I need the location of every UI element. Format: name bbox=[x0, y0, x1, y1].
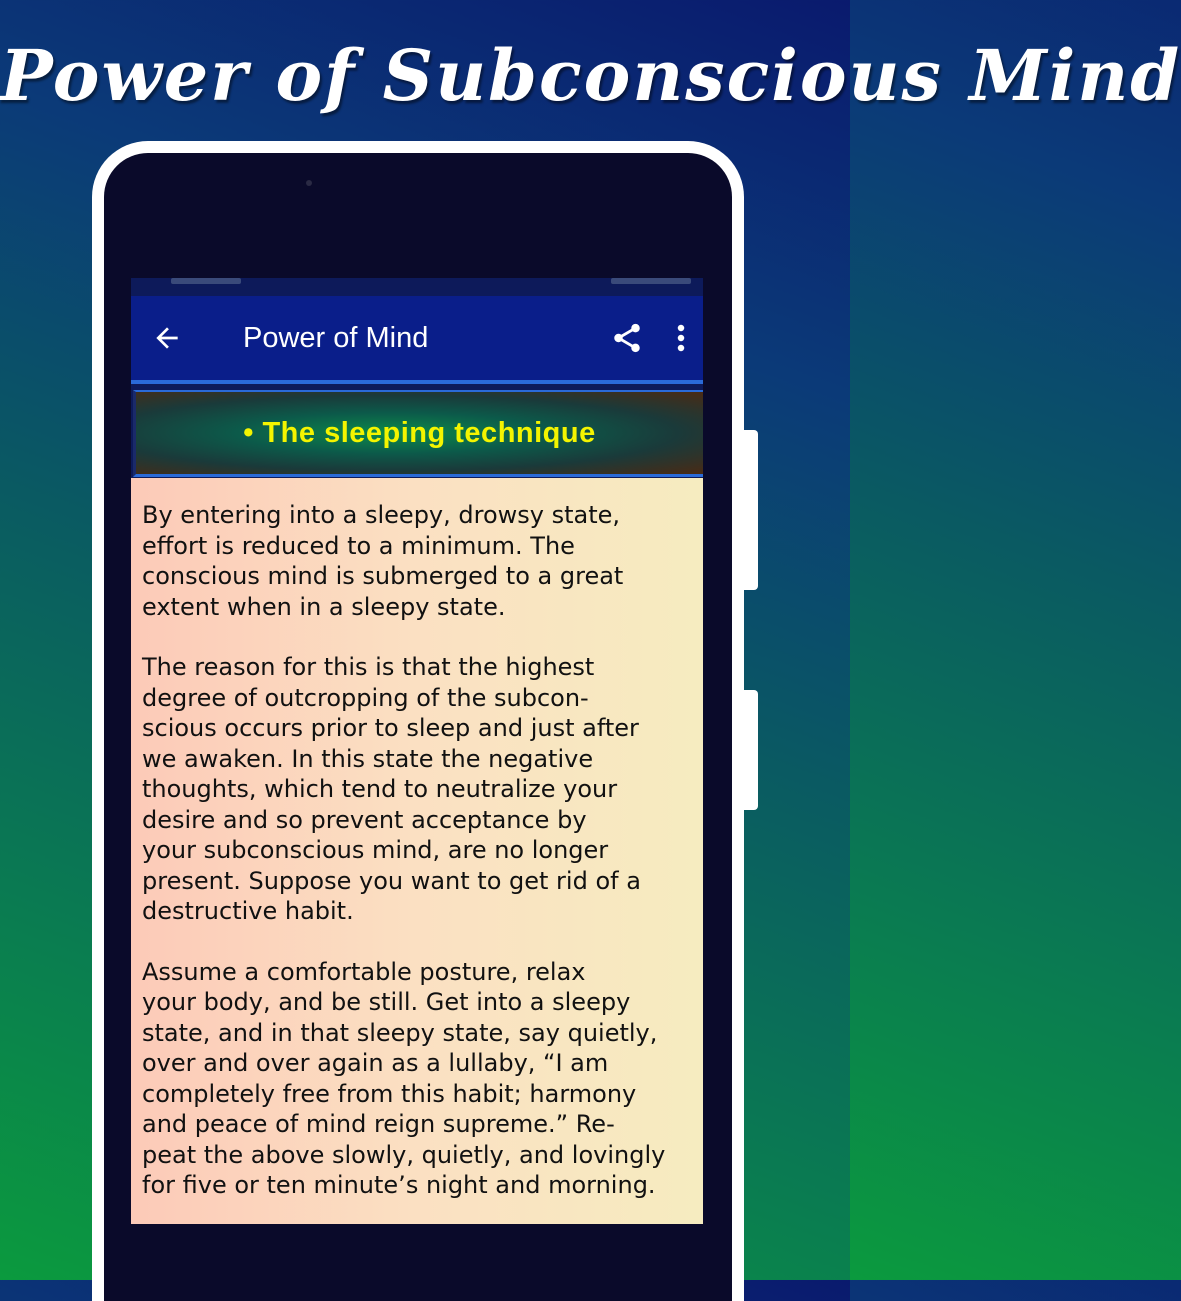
phone-side-button bbox=[744, 690, 758, 810]
back-button[interactable] bbox=[131, 296, 203, 380]
share-button[interactable] bbox=[595, 296, 659, 380]
arrow-left-icon bbox=[151, 322, 183, 354]
share-icon bbox=[610, 321, 644, 355]
paragraph: By entering into a sleepy, drowsy state, effort is reduced to a minimum. The conscious mind is submerged to a great extent when in a sleepy state. bbox=[142, 501, 624, 621]
status-bar bbox=[131, 278, 703, 296]
paragraph: The reason for this is that the highest degree of outcropping of the subcon- scious occurs prior to sleep and just after we awaken. In this state the negative thoughts, which tend to neutralize your desire and so prevent acceptance by your subconscious mind, are no longer present. Suppose you want to get rid of a destructive habit. bbox=[142, 653, 641, 925]
front-camera bbox=[306, 180, 312, 186]
app-bar bbox=[131, 296, 703, 384]
phone-side-button bbox=[744, 430, 758, 590]
more-options-button[interactable] bbox=[659, 296, 703, 380]
paragraph: Assume a comfortable posture, relax your body, and be still. Get into a sleepy state, and in that sleepy state, say quietly, over and over again as a lullaby, “I am completely free from this habit; harmony and peace of mind reign supreme.” Re- peat the above slowly, quietly, and lovingly for five or ten minute’s night and morning. bbox=[142, 957, 666, 1199]
section-heading: • The sleeping technique bbox=[243, 416, 596, 449]
app-screen bbox=[131, 278, 703, 1224]
bottom-bezel bbox=[131, 1224, 703, 1280]
promo-title: Power of Subconscious Mind bbox=[0, 34, 1181, 117]
app-bar-title: Power of Mind bbox=[243, 321, 429, 354]
section-heading-banner bbox=[133, 390, 703, 477]
more-vert-icon bbox=[676, 323, 686, 353]
article-content[interactable] bbox=[131, 478, 703, 1238]
